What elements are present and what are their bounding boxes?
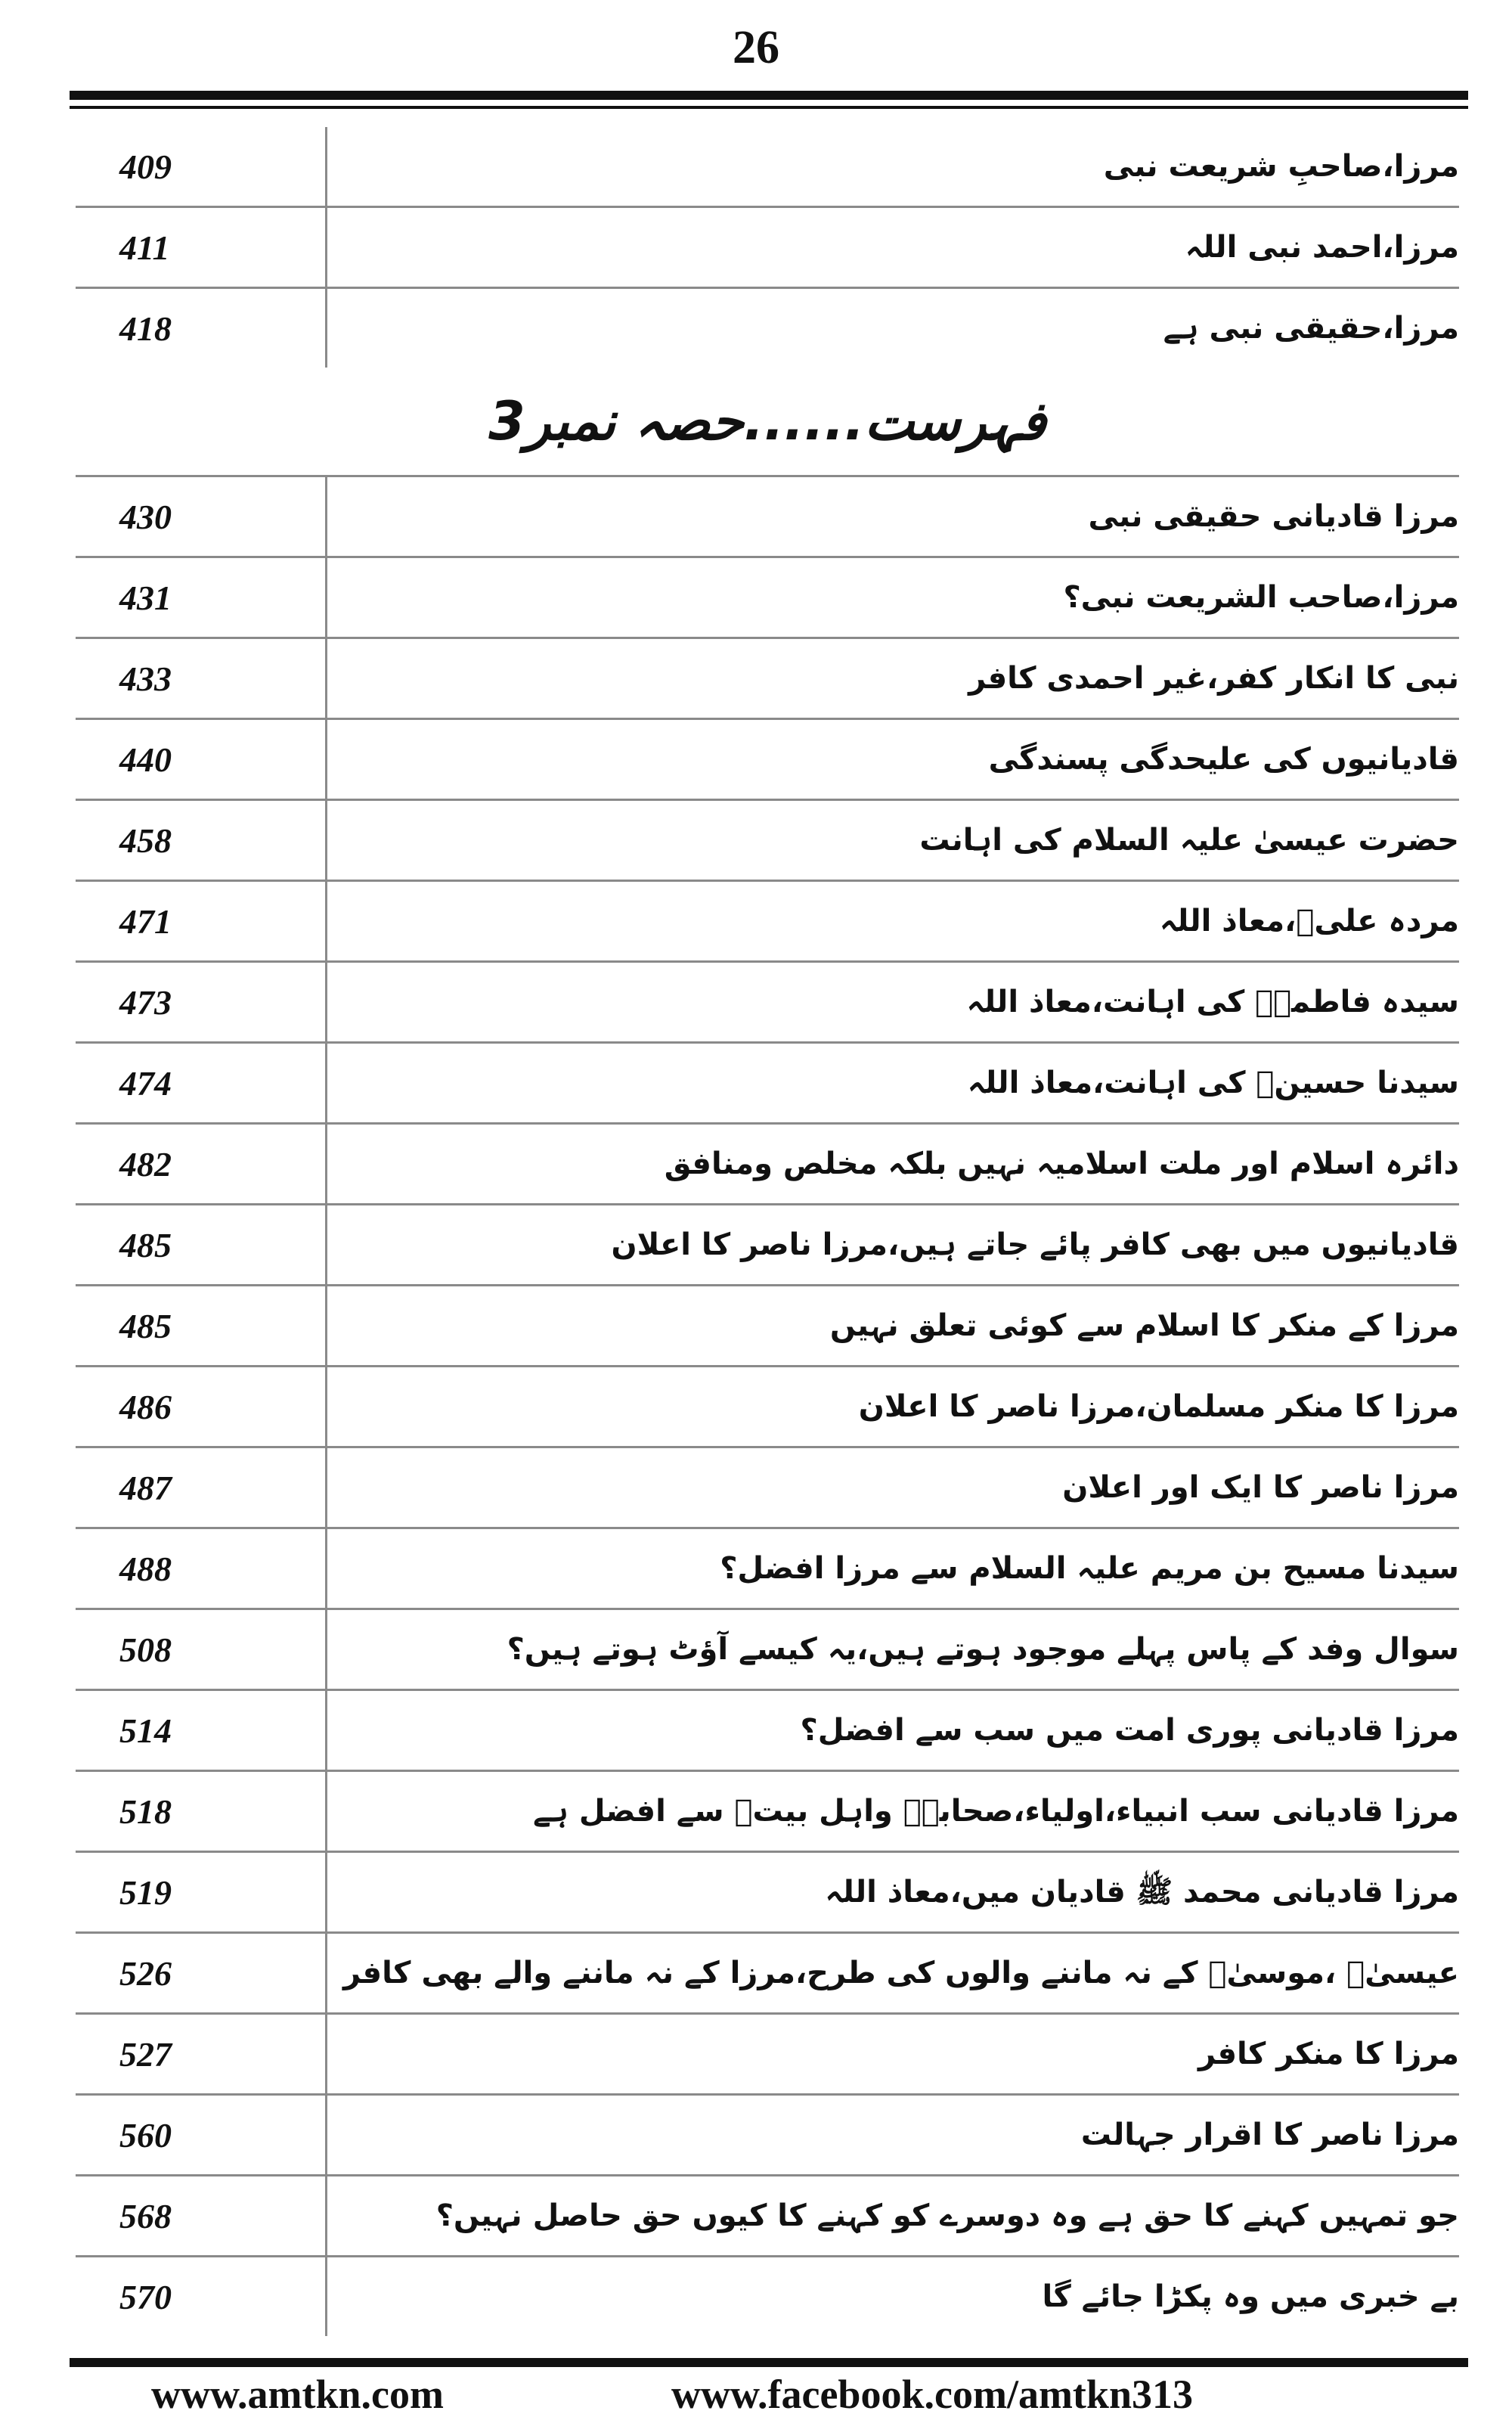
column-divider — [325, 1044, 327, 1122]
toc-entry-title: مرزا قادیانی سب انبیاء،اولیاء،صحابہؓ واہل بیتؓ سے افضل ہے — [533, 1794, 1459, 1829]
toc-page-number: 570 — [119, 2277, 172, 2316]
toc-page-number: 473 — [119, 982, 172, 1022]
toc-row — [76, 1448, 1459, 1529]
toc-row — [76, 882, 1459, 963]
toc-page-number: 487 — [119, 1468, 172, 1507]
column-divider — [325, 2096, 327, 2174]
column-divider — [325, 1529, 327, 1608]
toc-page-number: 485 — [119, 1225, 172, 1264]
column-divider — [325, 2176, 327, 2255]
toc-row — [76, 1125, 1459, 1205]
toc-page-number: 514 — [119, 1711, 172, 1750]
toc-entry-title: مرزا کا منکر مسلمان،مرزا ناصر کا اعلان — [858, 1389, 1459, 1424]
column-divider — [325, 558, 327, 637]
toc-entry-title: سیدنا حسینؓ کی اہانت،معاذ اللہ — [967, 1066, 1459, 1100]
toc-page-number: 519 — [119, 1872, 172, 1912]
toc-row — [76, 801, 1459, 882]
toc-row — [76, 127, 1459, 208]
column-divider — [325, 1205, 327, 1284]
column-divider — [325, 289, 327, 368]
toc-row — [76, 639, 1459, 720]
toc-row — [76, 1286, 1459, 1367]
toc-row — [76, 720, 1459, 801]
toc-row — [76, 1367, 1459, 1448]
column-divider — [325, 127, 327, 206]
toc-page-number: 485 — [119, 1306, 172, 1345]
toc-row — [76, 558, 1459, 639]
column-divider — [325, 720, 327, 799]
toc-row — [76, 2176, 1459, 2257]
toc-entry-title: نبی کا انکار کفر،غیر احمدی کافر — [968, 661, 1459, 696]
column-divider — [325, 1934, 327, 2012]
footer-rule — [70, 2358, 1468, 2367]
column-divider — [325, 1610, 327, 1689]
column-divider — [325, 1125, 327, 1203]
toc-entry-title: بے خبری میں وہ پکڑا جائے گا — [1042, 2279, 1459, 2314]
toc-page-number: 458 — [119, 821, 172, 860]
toc-row — [76, 1610, 1459, 1691]
toc-page-number: 526 — [119, 1953, 172, 1993]
toc-entry-title: مرزا،احمد نبی اللہ — [1185, 230, 1459, 265]
column-divider — [325, 1286, 327, 1365]
website-link[interactable]: www.amtkn.com — [151, 2372, 444, 2417]
toc-row — [76, 1044, 1459, 1125]
toc-page-number: 431 — [119, 578, 172, 617]
toc-entry-title: دائرہ اسلام اور ملت اسلامیہ نہیں بلکہ مخلص ومنافق — [664, 1146, 1459, 1181]
toc-entry-title: مرزا قادیانی پوری امت میں سب سے افضل؟ — [800, 1713, 1459, 1748]
toc-page-number: 471 — [119, 901, 172, 941]
toc-page-number: 433 — [119, 659, 172, 698]
toc-section-3-rows — [76, 477, 1459, 2336]
toc-row — [76, 1853, 1459, 1934]
facebook-link[interactable]: www.facebook.com/amtkn313 — [671, 2372, 1193, 2417]
column-divider — [325, 208, 327, 287]
toc-page-number: 560 — [119, 2115, 172, 2155]
header-rule-thick — [70, 91, 1468, 100]
column-divider — [325, 1448, 327, 1527]
toc-entry-title: عیسیٰؑ ،موسیٰؑ کے نہ ماننے والوں کی طرح،مرزا کے نہ ماننے والے بھی کافر — [343, 1956, 1459, 1990]
toc-entry-title: مرزا ناصر کا ایک اور اعلان — [1062, 1470, 1459, 1505]
column-divider — [325, 963, 327, 1041]
toc-page-number: 527 — [119, 2034, 172, 2074]
toc-row — [76, 208, 1459, 289]
column-divider — [325, 2257, 327, 2336]
toc-page-number: 518 — [119, 1792, 172, 1831]
toc-entry-title: سوال وفد کے پاس پہلے موجود ہوتے ہیں،یہ کیسے آؤٹ ہوتے ہیں؟ — [507, 1632, 1459, 1667]
toc-page-number: 486 — [119, 1387, 172, 1426]
toc-row — [76, 1772, 1459, 1853]
toc-section-2-rows — [76, 127, 1459, 368]
section-heading — [76, 368, 1459, 477]
toc-entry-title: قادیانیوں کی علیحدگی پسندگی — [988, 742, 1459, 777]
section-heading-text: فہرست......حصہ نمبر3 — [488, 390, 1046, 452]
toc-entry-title: مرزا،صاحبِ شریعت نبی — [1103, 149, 1459, 184]
toc-page-number: 488 — [119, 1549, 172, 1588]
column-divider — [325, 1367, 327, 1446]
column-divider — [325, 1853, 327, 1931]
column-divider — [325, 882, 327, 960]
toc-entry-title: مرزا،حقیقی نبی ہے — [1163, 311, 1459, 346]
footer — [0, 2371, 1512, 2416]
toc-row — [76, 1529, 1459, 1610]
column-divider — [325, 639, 327, 718]
toc-page-number: 508 — [119, 1630, 172, 1669]
toc-page-number: 568 — [119, 2196, 172, 2235]
toc-row — [76, 2096, 1459, 2176]
toc-row — [76, 1934, 1459, 2015]
toc-row — [76, 2015, 1459, 2096]
toc-entry-title: سیدہ فاطمہؓ کی اہانت،معاذ اللہ — [966, 985, 1459, 1019]
toc-entry-title: قادیانیوں میں بھی کافر پائے جاتے ہیں،مرزا ناصر کا اعلان — [611, 1227, 1459, 1262]
column-divider — [325, 2015, 327, 2093]
toc-row — [76, 477, 1459, 558]
toc-entry-title: حضرت عیسیٰ علیہ السلام کی اہانت — [919, 823, 1459, 858]
toc-page-number: 418 — [119, 309, 172, 348]
toc-entry-title: مردہ علیؓ،معاذ اللہ — [1159, 904, 1459, 939]
page-number: 26 — [733, 22, 779, 73]
toc-entry-title: مرزا ناصر کا اقرار جہالت — [1080, 2118, 1459, 2152]
column-divider — [325, 1691, 327, 1770]
toc-entry-title: مرزا،صاحب الشریعت نبی؟ — [1063, 580, 1459, 615]
toc-page-number: 440 — [119, 740, 172, 779]
toc-row — [76, 289, 1459, 368]
column-divider — [325, 801, 327, 880]
column-divider — [325, 1772, 327, 1851]
table-of-contents — [76, 127, 1459, 2336]
toc-entry-title: جو تمہیں کہنے کا حق ہے وہ دوسرے کو کہنے کا کیوں حق حاصل نہیں؟ — [435, 2198, 1459, 2233]
toc-row — [76, 1691, 1459, 1772]
toc-page-number: 409 — [119, 147, 172, 186]
toc-row — [76, 963, 1459, 1044]
toc-row — [76, 1205, 1459, 1286]
toc-page-number: 482 — [119, 1144, 172, 1184]
toc-row — [76, 2257, 1459, 2336]
toc-entry-title: مرزا کا منکر کافر — [1198, 2037, 1459, 2071]
toc-entry-title: سیدنا مسیح بن مریم علیہ السلام سے مرزا افضل؟ — [720, 1551, 1459, 1586]
toc-page-number: 430 — [119, 497, 172, 536]
toc-entry-title: مرزا قادیانی حقیقی نبی — [1088, 499, 1459, 534]
column-divider — [325, 477, 327, 556]
header-rule-thin — [70, 106, 1468, 109]
toc-page-number: 411 — [119, 228, 170, 267]
toc-entry-title: مرزا قادیانی محمد ﷺ قادیان میں،معاذ اللہ — [825, 1875, 1459, 1910]
toc-entry-title: مرزا کے منکر کا اسلام سے کوئی تعلق نہیں — [829, 1308, 1459, 1343]
toc-page-number: 474 — [119, 1063, 172, 1103]
